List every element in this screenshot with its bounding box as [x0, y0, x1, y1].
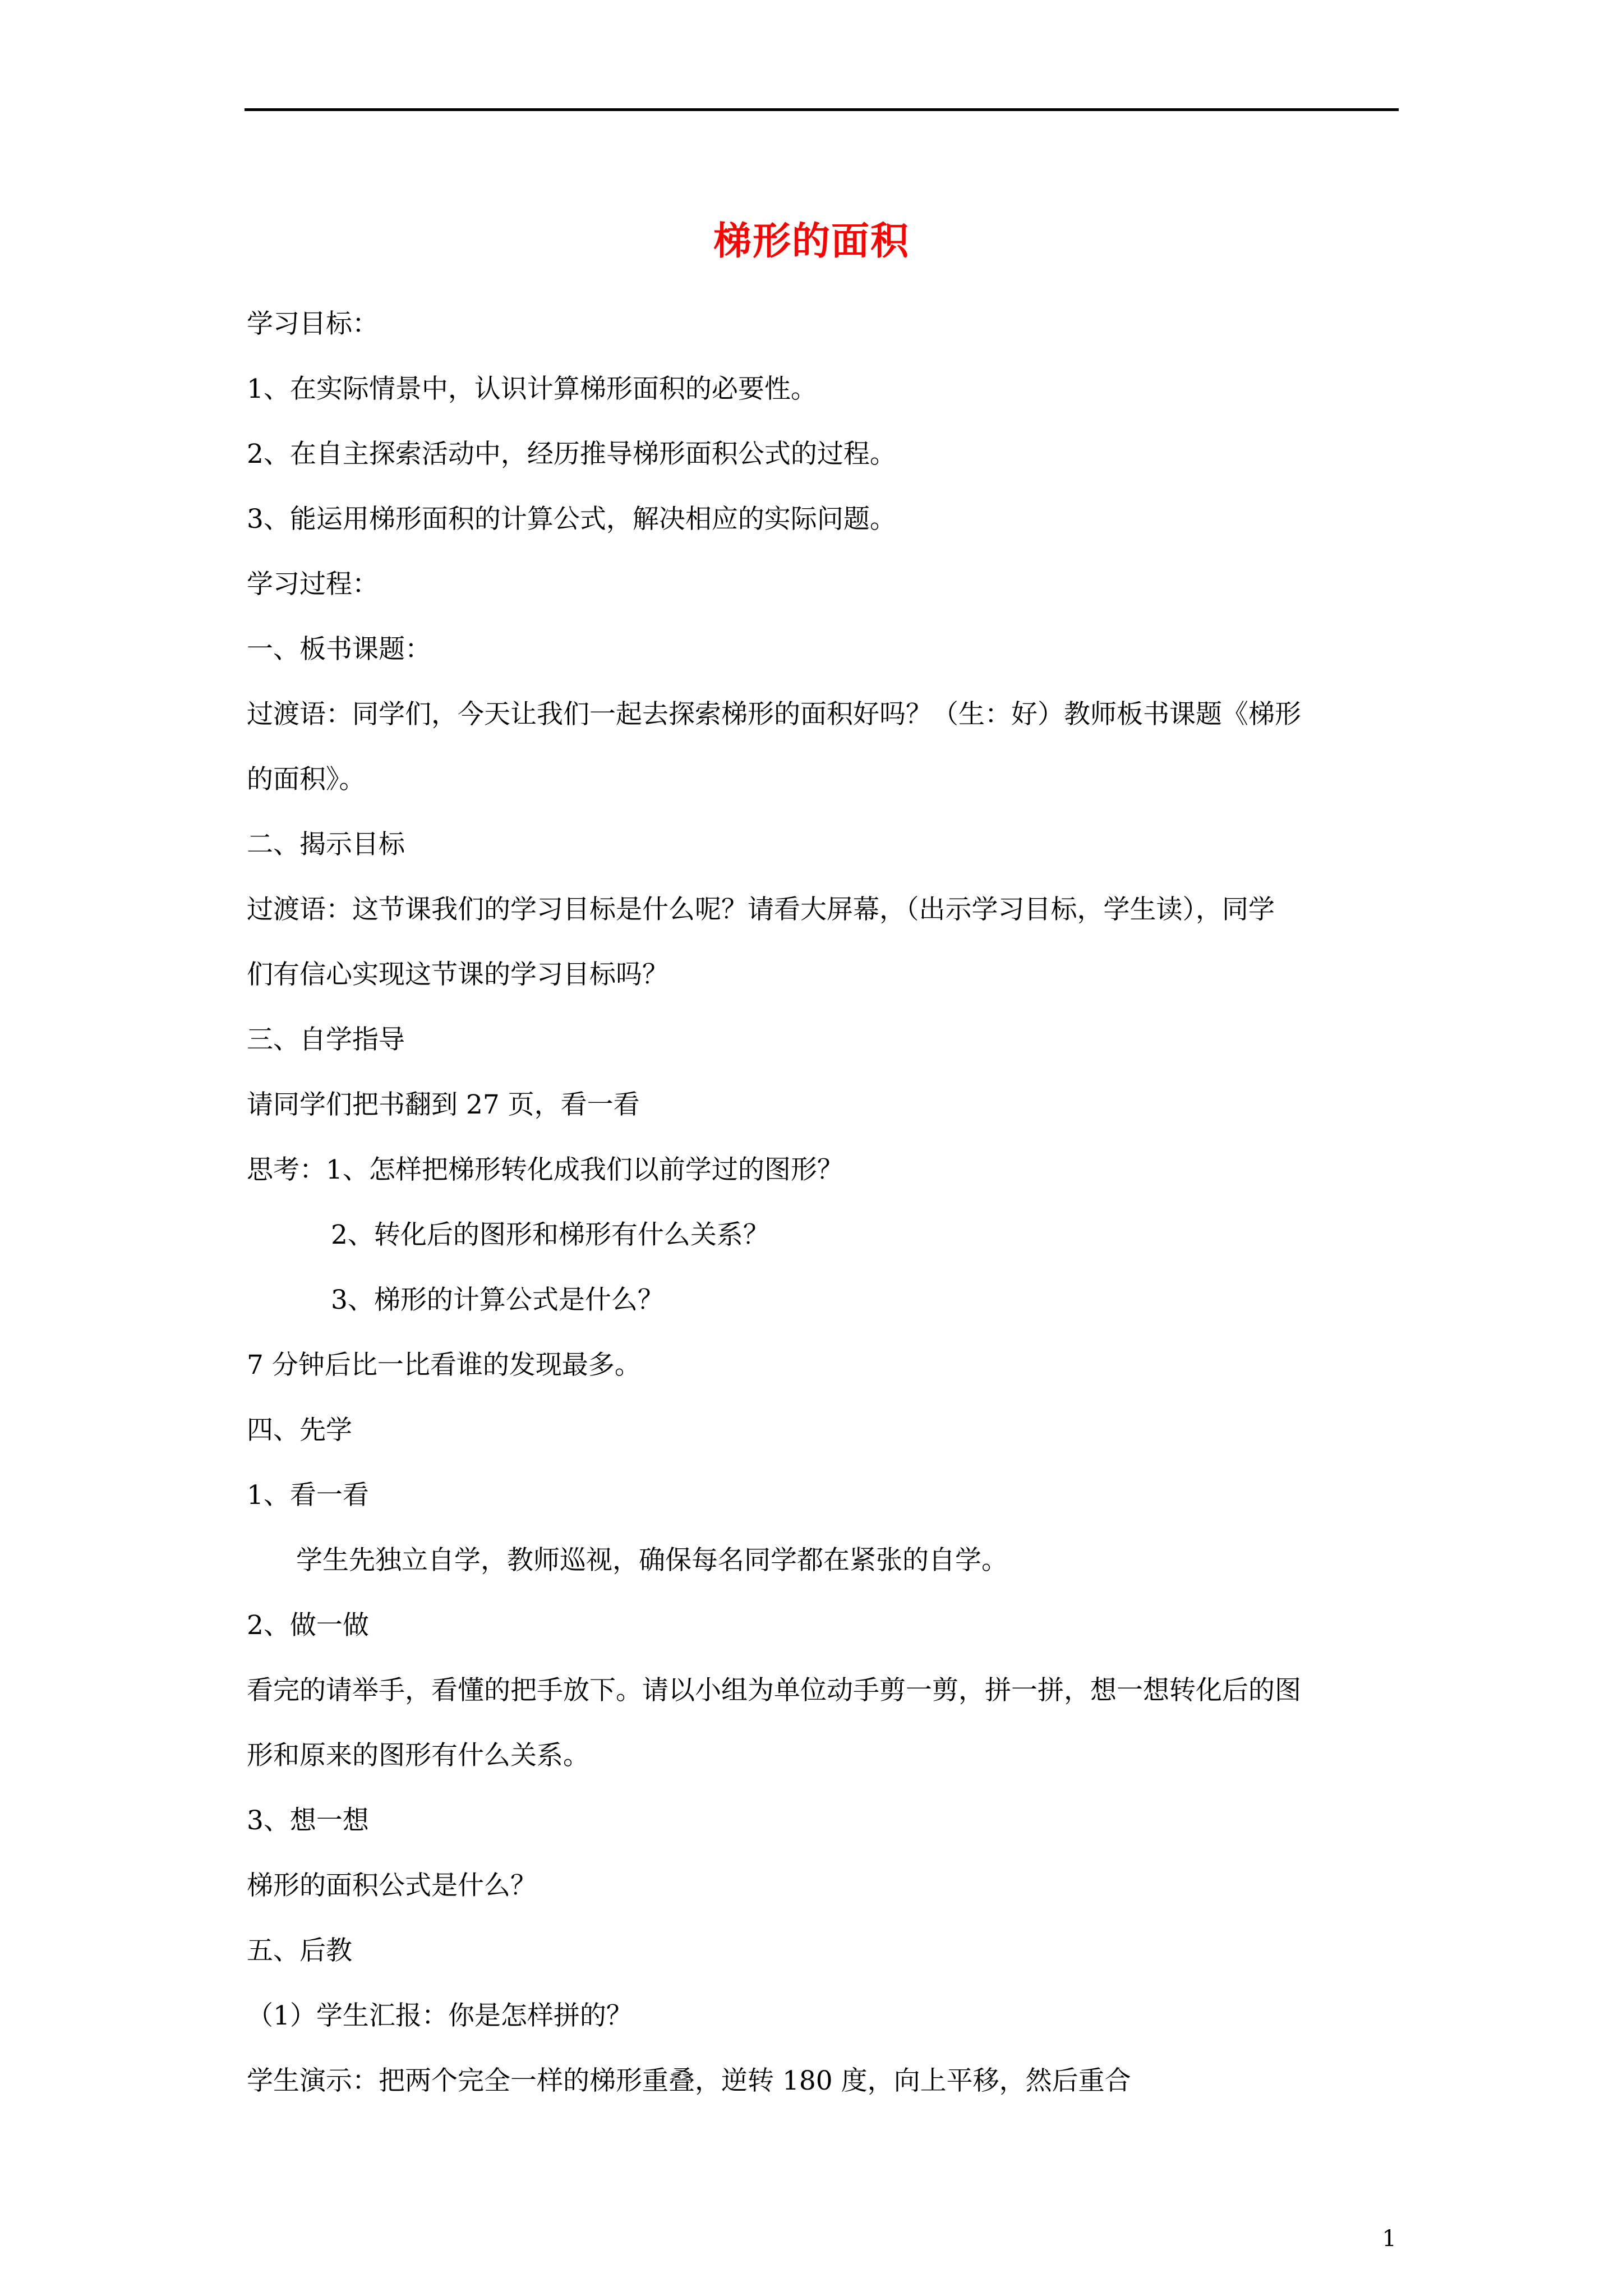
step-5-heading: 五、后教: [247, 1935, 352, 1966]
paragraph-line: 过渡语：同学们，今天让我们一起去探索梯形的面积好吗？（生：好）教师板书课题《梯形: [247, 699, 1301, 730]
step-4-heading: 四、先学: [247, 1415, 352, 1446]
paragraph-line: 形和原来的图形有什么关系。: [247, 1740, 589, 1771]
paragraph-line: 学生演示：把两个完全一样的梯形重叠，逆转 180 度，向上平移，然后重合: [247, 2065, 1131, 2096]
paragraph-line: 梯形的面积公式是什么？: [247, 1870, 537, 1901]
section-heading-process: 学习过程：: [247, 569, 379, 600]
objective-3: 3、能运用梯形面积的计算公式，解决相应的实际问题。: [247, 504, 896, 535]
paragraph-line: 看完的请举手，看懂的把手放下。请以小组为单位动手剪一剪，拼一拼，想一想转化后的图: [247, 1675, 1301, 1706]
objective-2: 2、在自主探索活动中，经历推导梯形面积公式的过程。: [247, 439, 896, 470]
substep-look: 1、看一看: [247, 1480, 369, 1511]
paragraph-line: 学生先独立自学，教师巡视，确保每名同学都在紧张的自学。: [296, 1545, 1008, 1576]
section-heading-objectives: 学习目标：: [247, 309, 379, 339]
paragraph-line: 过渡语：这节课我们的学习目标是什么呢？请看大屏幕，（出示学习目标，学生读），同学: [247, 894, 1275, 925]
document-title: 梯形的面积: [713, 219, 910, 264]
substep-do: 2、做一做: [247, 1610, 369, 1641]
objective-1: 1、在实际情景中，认识计算梯形面积的必要性。: [247, 374, 817, 404]
step-1-heading: 一、板书课题：: [247, 634, 431, 665]
header-rule: [245, 108, 1399, 111]
paragraph-line: 7 分钟后比一比看谁的发现最多。: [247, 1350, 641, 1381]
step-2-heading: 二、揭示目标: [247, 829, 405, 860]
paragraph-line: （1）学生汇报：你是怎样拼的？: [247, 2000, 633, 2031]
think-question-2: 2、转化后的图形和梯形有什么关系？: [331, 1220, 769, 1250]
document-body: [247, 292, 1396, 2114]
page-number: 1: [1382, 2226, 1396, 2252]
paragraph-line: 请同学们把书翻到 27 页，看一看: [247, 1089, 640, 1120]
paragraph-line: 们有信心实现这节课的学习目标吗？: [247, 959, 668, 990]
substep-think: 3、想一想: [247, 1805, 369, 1836]
paragraph-line: 的面积》。: [247, 764, 366, 795]
think-question-1: 思考：1、怎样把梯形转化成我们以前学过的图形？: [247, 1154, 843, 1185]
think-question-3: 3、梯形的计算公式是什么？: [331, 1285, 664, 1315]
step-3-heading: 三、自学指导: [247, 1024, 405, 1055]
